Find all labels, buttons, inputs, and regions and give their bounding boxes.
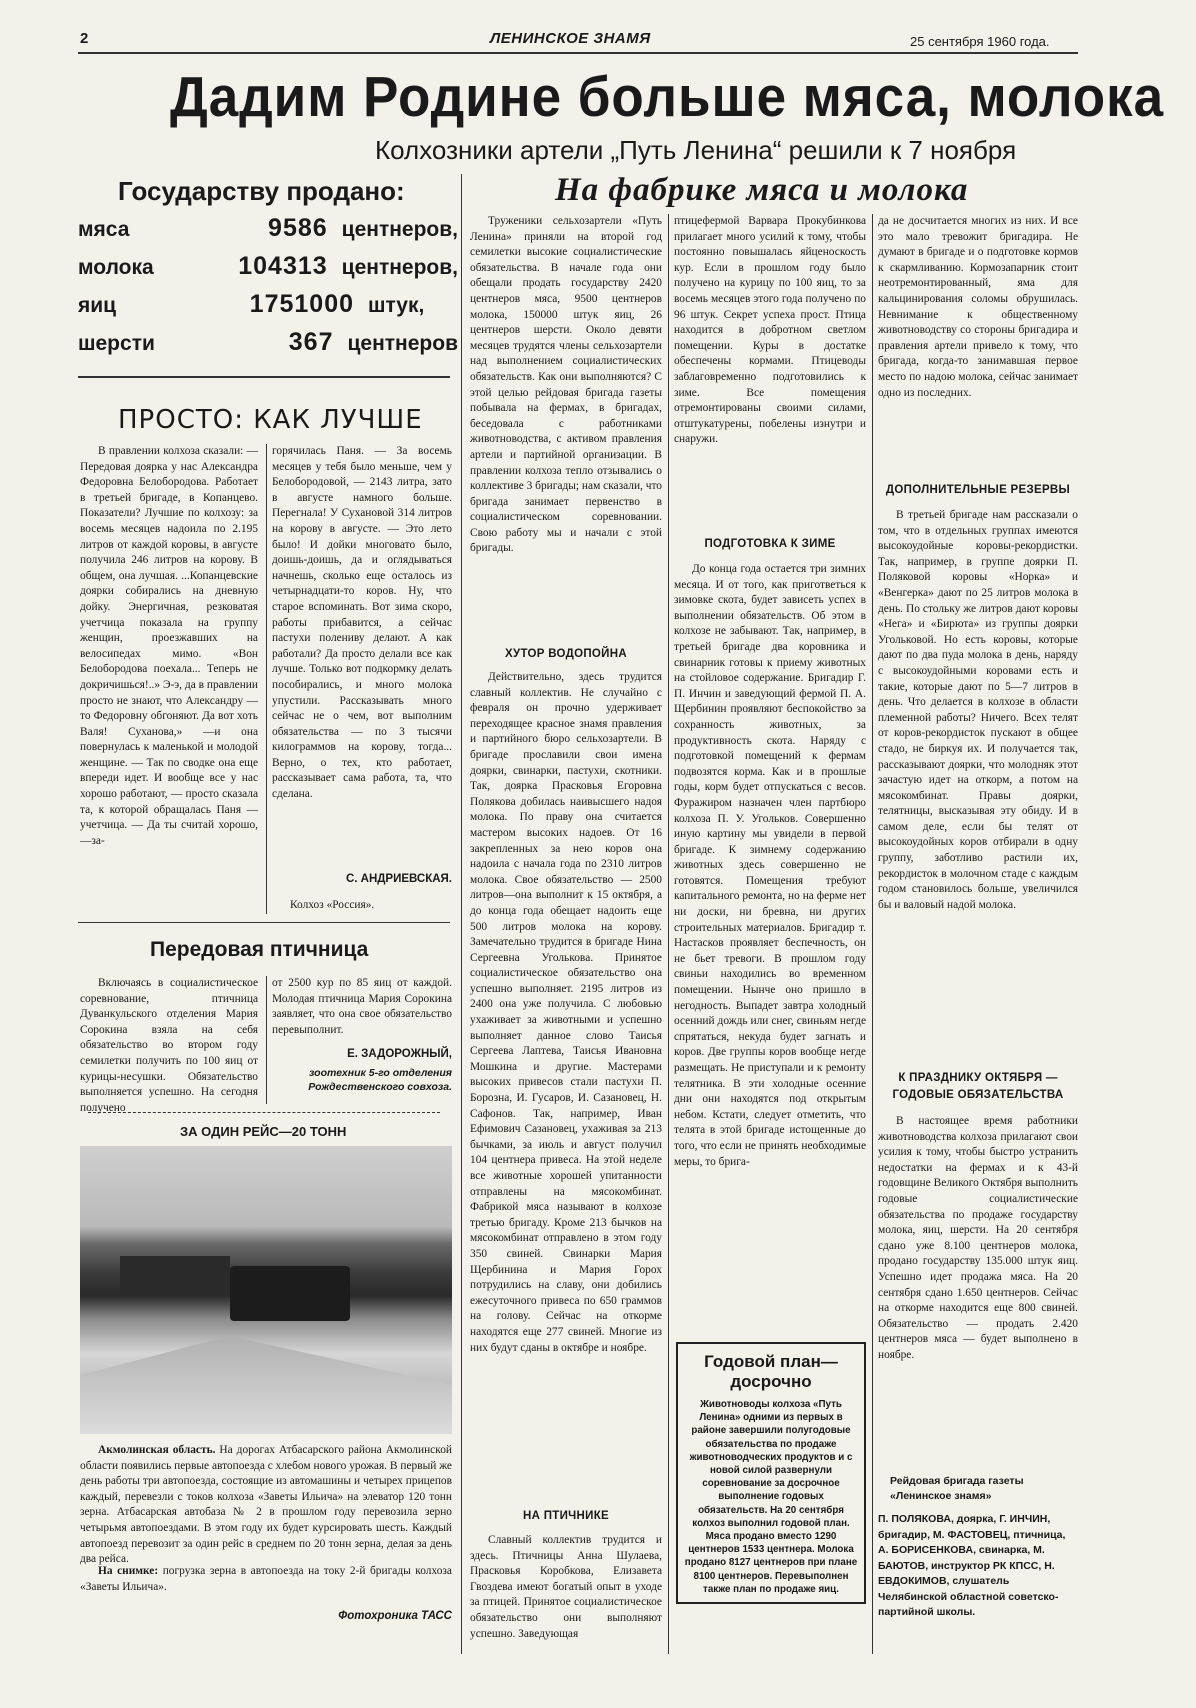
- sales-label: шерсти: [78, 332, 155, 355]
- main-col3-rezervy: В третьей бригаде нам рассказали о том, что в отдельных группах имеются высокоудойные коровы-рекордистки. Так, например, в группе доярки П. Поляковой коровы «Норка» и «Венгерка» дают по 25 литров молока в день. По стольку же литров дают коровы «Нега» и «Бирюта» из группы доярки Угольковой. Но есть коровы, которые дают по два пуда молока в день, наряду с высокоудойными коровами есть и такие, которые дают по 5—7 литров в день. Что делается в колхозе в области племенной работы? Ничего. Всех телят от коров-рекордисток пускают в общее стадо, не биркуя их. И получается так, рассказывают доярки, что молодняк этот зачастую идет на откорм, а потом на мясокомбинат. Правы доярки, телятницы, высказывая эту обиду. И в самом деле, если бы телят от высокоудойных коров отбирали в одну группу, заботливо растили их, рекордисток в молочном стаде с каждым годом становилось больше, увеличился бы и валовый надой молока.: [878, 509, 1078, 911]
- truck-shape: [230, 1266, 350, 1321]
- photo-story-title: ЗА ОДИН РЕЙС—20 ТОНН: [180, 1124, 347, 1139]
- star-divider: [88, 1112, 440, 1113]
- box-plan: [676, 1342, 866, 1604]
- sales-row-milk: [78, 252, 458, 290]
- column-rule: [872, 214, 873, 1654]
- sales-value: 9586: [268, 214, 328, 242]
- box-plan-title: Годовой план— досрочно: [704, 1352, 838, 1391]
- sales-label: мяса: [78, 218, 130, 241]
- sales-row-wool: [78, 328, 458, 366]
- sales-unit: центнеров: [347, 332, 458, 355]
- photo-story-caption: [80, 1443, 452, 1566]
- sales-label: яиц: [78, 294, 117, 317]
- main-col1-hutor: Действительно, здесь трудится славный коллектив. Не случайно с февраля он прочно удерживает переходящее красное знамя правления и партийного бюро сельхозартели. В бригаде прославили свои имена доярки, свинарки, пастухи, скотники. Так, доярка Прасковья Егоровна Полякова добилась наивысшего надоя молока. По праву она считается мастером высоких надоев. От 16 закрепленных за нею коров она надоила с начала года по 2310 литров молока. Свое обязательство — 2500 литров—она выполнит к 15 октября, а до конца года обещает надоить еще 500 литров молока на корову. Замечательно трудится в бригаде Нина Сергеевна Угольковa. Принятое социалистическое обязательство она успешно выполняет. 2195 литров из 2400 она уже получила. С любовью ухаживает за животными и успешно выполняет данное слово Таисья Сергеева Лаптева, Таисья Ивановна Мошкина и другие. Мастерами высоких привесов стали пастухи П. Борозна, И. Гусаров, И. Сазановец, Н. Сафонов. Так, например, Иван Ефимович Сазановец, ухаживая за 213 бычками, за июль и август получил 104 центнера привеса. На этой неделе все животные хорошей упитанности отправлены на мясокомбинат. Фабрикой мяса называют в колхозе третью бригаду. Кроме 213 бычков на мясокомбинат отправлено в этом году 350 свиней. Свинарки Мария Щербинина и Мария Горох потрудились на славу, они добились ежесуточного привеса по 650 граммов на голову. Сейчас на откорме находятся еще 277 свиней. Многие из них будут сданы в октябре и ноябре.: [470, 671, 662, 1354]
- divider: [78, 922, 450, 923]
- main-article-title: На фабрике мяса и молока: [555, 172, 969, 208]
- subhead-rezervy: ДОПОЛНИТЕЛЬНЫЕ РЕЗЕРВЫ: [885, 484, 1071, 496]
- sales-row-meat: [78, 214, 458, 252]
- subhead-hutor: ХУТОР ВОДОПОЙНА: [505, 648, 627, 660]
- sales-label: молока: [78, 256, 154, 279]
- photo-note-lead: На снимке:: [98, 1565, 159, 1577]
- sales-unit: центнеров,: [341, 218, 458, 241]
- grain-pile-shape: [80, 1336, 452, 1434]
- article-ptichnica-col2: от 2500 кур по 85 яиц от каждой. Молодая птичница Мария Сорокина заявляет, что она свое обязательство перевыполнит.: [272, 977, 452, 1036]
- sales-title: Государству продано:: [118, 176, 405, 206]
- raid-members: П. ПОЛЯКОВА, доярка, Г. ИНЧИН, бригадир, М. ФАСТОВЕЦ, птичница, А. БОРИСЕНКОВА, свинарка, М. БАЮТОВ, инструктор РК КПСС, Н. ЕВДОКИМОВ, слушатель Челябинской областной советско-партийной школы.: [878, 1513, 1066, 1618]
- box-plan-text: Животноводы колхоза «Путь Ленина» одними из первых в районе завершили полугодовые обязательства по продаже животноводческих продуктов и с новой силой развернули соревнование за досрочное выполнение годовых обязательств. На 20 сентября колхоз выполнил годовой план. Мяса продано вместо 1290 центнеров 1533 центнера. Молока продано 8127 центнеров при плане 8100 центнеров. Перевыполнен также план по продаже яиц.: [684, 1399, 858, 1595]
- article-prosto-title: ПРОСТО: КАК ЛУЧШЕ: [118, 405, 423, 435]
- article-prosto-source: Колхоз «Россия».: [290, 899, 375, 911]
- photo-note-text: погрузка зерна в автопоезда на току 2-й бригады колхоза «Заветы Ильича».: [80, 1565, 452, 1593]
- article-ptichnica-col1: Включаясь в социалистическое соревнование, птичница Дуванкульского отделения Мария Сорокина взяла на себя обязательство во втором году семилетки получить по 100 яиц от курицы-несушки. Обязательство выполняется успешно. На сегодня получено: [80, 977, 258, 1114]
- article-ptichnica-role: зоотехник 5-го отделения Рождественского совхоза.: [308, 1067, 452, 1093]
- divider: [78, 376, 450, 378]
- masthead-rule: [78, 52, 1078, 54]
- page-subheadline: Колхозники артели „Путь Ленина“ решили к 7 ноября: [375, 135, 1017, 165]
- column-rule: [266, 976, 267, 1104]
- page-number: 2: [80, 30, 89, 47]
- main-col3-oktyabr: В настоящее время работники животноводства колхоза прилагают свои усилия к тому, чтобы быстро устранить недостатки на фермах и к 43-й годовщине Великого Октября выполнить годовые социалистические обязательства по продаже государству молока, яиц, шерсти. На 20 сентября сдано уже 8.100 центнеров молока, продано государству 135.000 штук яиц. Успешно идет продажа мяса. На 20 сентября сдано 1.650 центнеров. Сейчас на откорме находится еще 800 свиней. Обязательство — продать 2.420 центнеров мяса — будет выполнено в ноябре.: [878, 1115, 1078, 1361]
- main-col3-intro: да не досчитается многих из них. И все это мало тревожит бригадира. Не думают в бригаде и о подготовке кормов к скармливанию. Кормозапарник стоит неотремонтированный, яма для кальцинирования соломы обрушилась. Невнимание к общественному животноводству со стороны бригадира и правления артели привело к тому, что бригада, когда-то занимавшая первое место по надою молока, сейчас занимает одно из последних.: [878, 215, 1078, 399]
- trailer-shape: [120, 1256, 230, 1296]
- raid-title: Рейдовая бригада газеты «Ленинское знамя»: [890, 1475, 1024, 1502]
- section-divider: [461, 174, 462, 1654]
- column-rule: [668, 214, 669, 1654]
- sales-value: 367: [288, 328, 334, 356]
- main-col1-intro: Труженики сельхозартели «Путь Ленина» приняли на второй год семилетки высокие социалистические обязательства. В начале года они обещали продать государству 2420 центнеров мяса, 9500 центнеров молока, 150000 штук яиц, 26 центнеров шерсти. Около девяти месяцев трудятся члены сельхозартели над выполнением социалистических обязательств. Как они выполняются? С этой целью рейдовая бригада газеты побывала на фермах, в бригадах, беседовала с работниками животноводства, с активом правления артели и партийной организации. В правлении колхоза тепло отзывались о коллективе 3 бригады; нам сказали, что бригада занимает первенство в социалистическом соревновании. Свою работу мы и начали с этой бригады.: [470, 215, 662, 555]
- article-ptichnica-title: Передовая птичница: [150, 938, 369, 961]
- sales-table: [78, 214, 458, 366]
- caption-text: На дорогах Атбасарского района Акмолинской области появились первые автопоезда с хлебом нового урожая. В первый же день работы три автопоезда, состоящие из автомашины и четырех прицепов каждый, перевезли с токов колхоза «Заветы Ильича» на элеватор 120 тонн зерна. Атбасарская автобаза № 2 в прошлом году перевозила зерно четырьмя автопоездами. В этом году их будет курсировать шесть. Каждый автопоезд перевозит за один рейс в среднем по 20 тонн зерна, делая за день два рейса.: [80, 1444, 452, 1566]
- subhead-ptichnik: НА ПТИЧНИКЕ: [522, 1510, 609, 1522]
- article-prosto-signature: С. АНДРИЕВСКАЯ.: [345, 873, 452, 885]
- newspaper-name: ЛЕНИНСКОЕ ЗНАМЯ: [490, 30, 651, 47]
- issue-date: 25 сентября 1960 года.: [910, 34, 1050, 49]
- main-col2-zima: До конца года остается три зимних месяца. И от того, как пригответься к зимовке скота, будет зависеть успех в выполнении обязательств. Об этом в колхозе не забывают. Так, например, в третьей бригаде два коровника и свинарник готовы к приему животных на стойловое содержание. Бригадир Г. П. Инчин и заведующий фермой П. А. Щербинин проявляют беспокойство за сохранность животных, за продуктивность скота. Наряду с подготовкой помещений к фермам подвозятся корма. Как и в прошлые годы, корм будет отпускаться с весов. Фуражиром назначен член партбюро колхоза П. У. Угольков. Совершенно иную картину мы увидели в первой бригаде. К зимнему содержанию животных здесь совершенно не готовятся. Помещения требуют капитального ремонта, но на ферме нет ни доски, ни бревна, ни других строительных материалов. Бригадир т. Настасков проявляет беспечность, он не бьет тревоги. В прошлом году свиньи находились во временном помещении. Нынче оно пришло в негодность. Выпадет завтра холодный осенний дождь или снег, свиньям негде спрятаться, некуда будет загнать и коров. Две группы коров вообще негде размещать. Не приступали и к ремонту телятника. В эти холодные осенние дни они находятся под открытым небом. Кстати, следует отметить, что телята в этой бригаде истощенные до того, что если не принять необходимые меры, то брига-: [674, 563, 866, 1168]
- column-rule: [266, 444, 267, 914]
- subhead-zima: ПОДГОТОВКА К ЗИМЕ: [704, 538, 836, 550]
- main-col2-intro: птицефермой Варвара Прокубинкова прилагает много усилий к тому, чтобы постоянно повышалась яйценоскость кур. Если в прошлом году было получено на курицу по 100 яиц, то за восемь месяцев этого года получено по 96 штук. Секрет успеха прост. Птица находится в добротном светлом помещении. Куры в достатке обеспечены кормами. Птицеводы заблаговременно подготовились к зиме. Все помещения отремонтированы своими силами, отштукатурены, побелены изнутри и снаружи.: [674, 215, 866, 446]
- main-col1-ptichnik: Славный коллектив трудится и здесь. Птичницы Анна Шулаева, Прасковья Коробкова, Елизавета Гвоздева имеют богатый опыт в уходе за птицей. Принятое социалистическое обязательство они выполняют успешно. Заведующая: [470, 1534, 662, 1640]
- subhead-oktyabr: К ПРАЗДНИКУ ОКТЯБРЯ — ГОДОВЫЕ ОБЯЗАТЕЛЬСТВА: [892, 1072, 1064, 1101]
- article-prosto-col2: горячилась Паня. — За восемь месяцев у тебя было меньше, чем у Белобородовой, — 2143 литра, зато в августе намного больше. Перегнала! У Сухановой 314 литров на корову в августе. — Это лето было! И дойки многовато было, доишь-доишь, да и оглядываться начнешь, сколько еще осталось из четырнадцати-то коров. Ну, что старое вспоминать. Вот зима скоро, работы прибавится, а сейчас пастухи полениву делают. А как работали? Да просто делали все как лучше. Только вот подкормку делать пособирались, и много молока упустили. Рассказывать много сейчас не о чем, вот выполним обязательства — по 3 тысячи килограммов на корову, тогда... Верно, о тех, кто работает, рассказывает сама работа, та, что сделана.: [272, 445, 452, 801]
- news-photo-trucks: [80, 1146, 452, 1434]
- sales-unit: центнеров,: [341, 256, 458, 279]
- page-headline: Дадим Родине больше мяса, молока: [170, 65, 1164, 129]
- sales-value: 1751000: [249, 290, 354, 318]
- caption-lead: Акмолинская область.: [98, 1444, 216, 1456]
- photo-credit: Фотохроника ТАСС: [338, 1610, 452, 1622]
- sales-value: 104313: [238, 252, 328, 280]
- sales-row-eggs: [78, 290, 458, 328]
- sales-unit: штук,: [368, 294, 425, 317]
- photo-note: [80, 1564, 452, 1598]
- article-prosto-col1: В правлении колхоза сказали: — Передовая доярка у нас Александра Федоровна Белобородова. Работает в третьей бригаде, в Копанцево. Показатели? Лучшие по колхозу: за восемь месяцев надоила по 2.195 литров от каждой коровы, в августе получила 246 литров на корову. В общем, она лучшая. ...Копанцевские доярки собирались на дневную дойку. Энергичная, резковатая учетчица показала на группу женщин, проезжавших на велосипедах мимо. «Вон Белобородова поехала... Теперь не докричишься!..» Э-э, да в правлении просто не знают, что Александру — то Федоровну обгоняют. Да вот хоть Валя! Суханова,» —и она повернулась к маленькой и молодой женщине. — Так по сводке она еще впереди идет. И вообще все у нас хорошо работают, — просто сказала та, к которой обращалась Паня — учетчица. — Да ты считай хорошо,—за-: [80, 445, 258, 847]
- article-ptichnica-signature: Е. ЗАДОРОЖНЫЙ,: [347, 1048, 452, 1060]
